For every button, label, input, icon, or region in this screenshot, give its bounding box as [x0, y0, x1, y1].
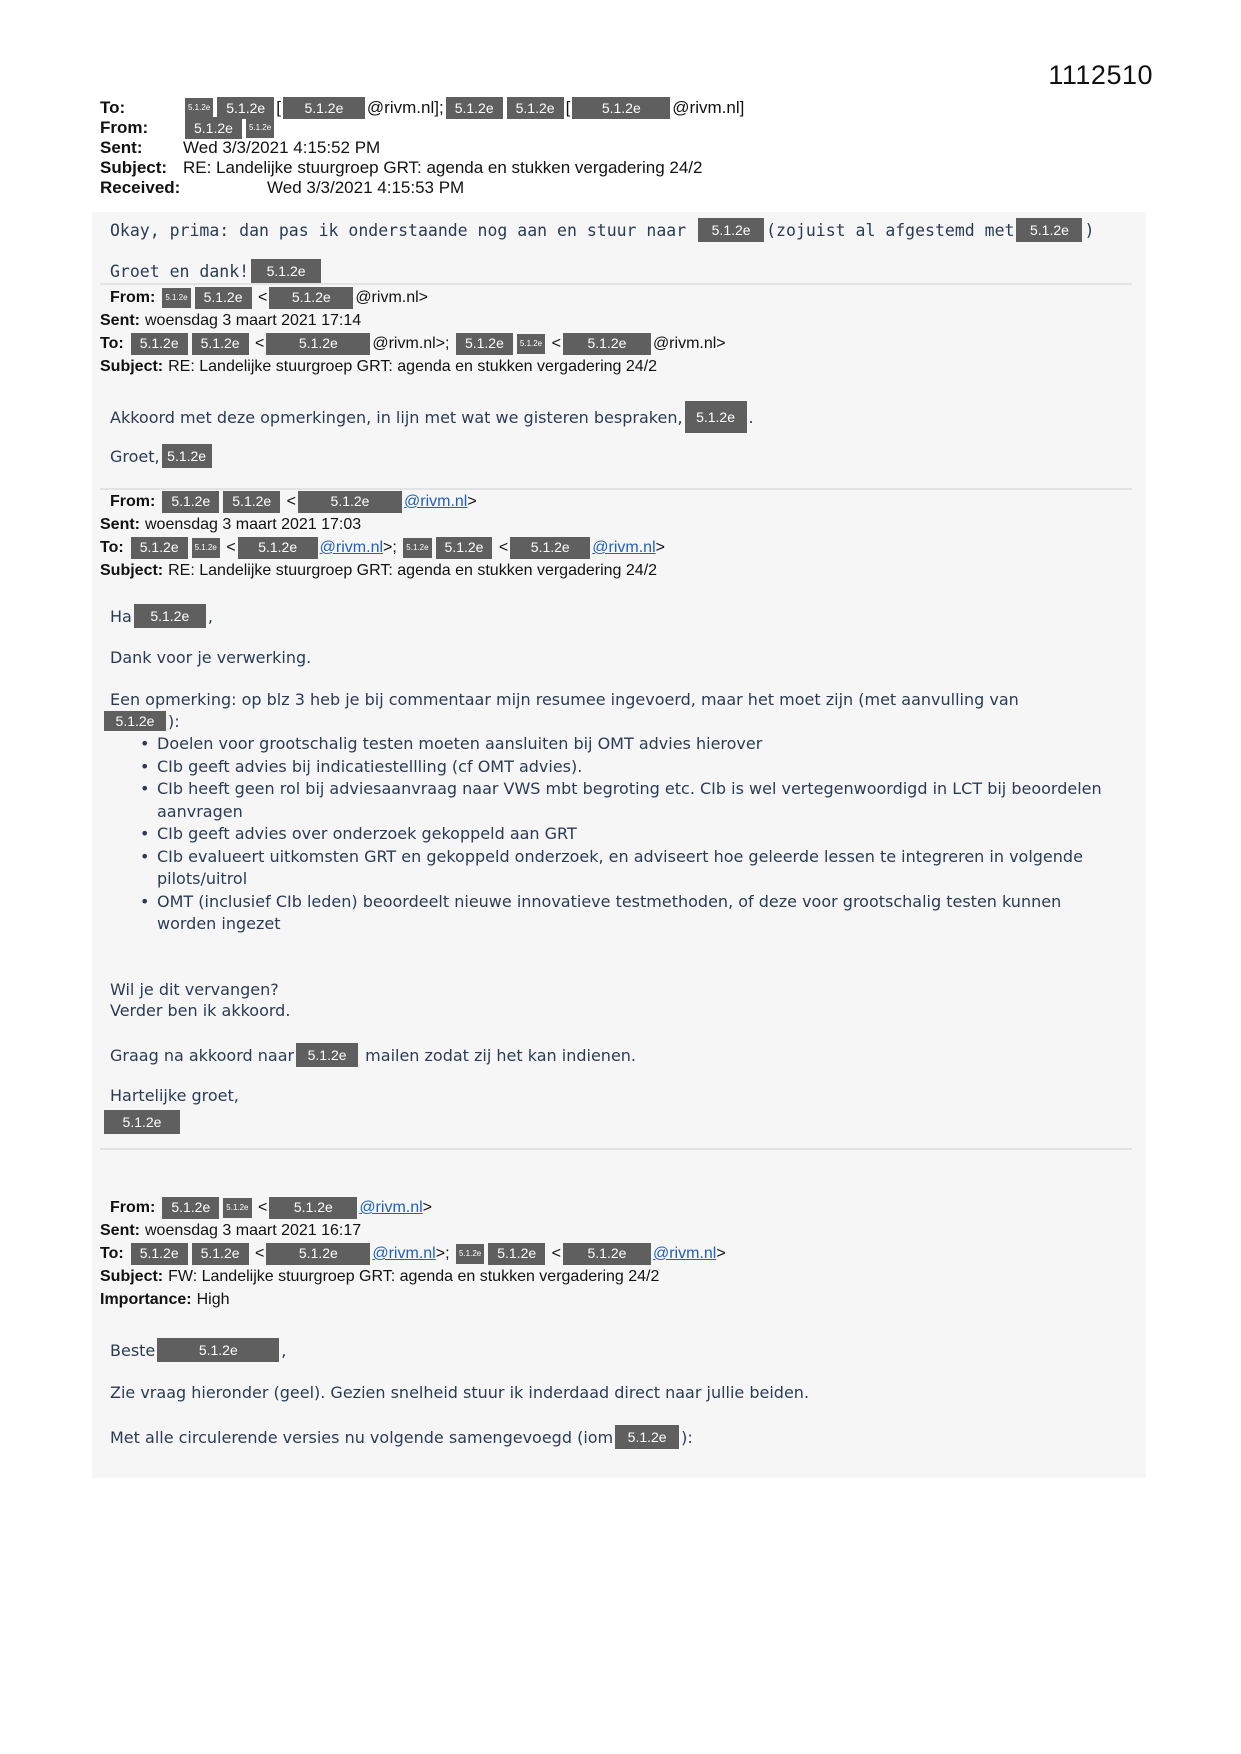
email-link[interactable]: @rivm.nl — [592, 539, 656, 556]
sent-value: woensdag 3 maart 2021 17:03 — [145, 516, 362, 533]
email-bracket: < — [257, 289, 268, 306]
bullet-item: • CIb geeft advies over onderzoek gekoppeld aan GRT — [140, 823, 1120, 846]
redaction: 5.1.2e — [251, 259, 321, 283]
redaction: 5.1.2e — [563, 333, 651, 355]
from-label: From: — [100, 118, 149, 137]
message-text: Beste — [110, 1340, 156, 1360]
from-label: From: — [110, 493, 156, 510]
email-suffix: @rivm.nl>; — [372, 335, 450, 352]
message-text: ): — [681, 1427, 693, 1447]
subject-label: Subject: — [100, 562, 164, 579]
separator — [100, 283, 1132, 285]
message-text: , — [281, 1340, 287, 1360]
redaction: 5.1.2e — [296, 1043, 358, 1067]
subject-value: FW: Landelijke stuurgroep GRT: agenda en stukken vergadering 24/2 — [168, 1268, 660, 1285]
to-email-suffix: @rivm.nl] — [672, 98, 745, 117]
bullet-item: • CIb heeft geen rol bij adviesaanvraag naar VWS mbt begroting etc. CIb is wel vertegenwoordigd in LCT bij beoordelen aanvragen — [140, 778, 1120, 823]
subject-row — [100, 559, 665, 582]
email-suffix: @rivm.nl> — [652, 335, 726, 352]
sent-label: Sent: — [100, 312, 140, 329]
message-text: Okay, prima: dan pas ik onderstaande nog aan en stuur naar — [110, 220, 687, 240]
redaction: 5.1.2e — [266, 1243, 370, 1265]
message-text: . — [748, 407, 754, 427]
redaction: 5.1.2e — [162, 288, 190, 308]
message-3-remark-end — [102, 711, 180, 731]
message-2-line-1 — [110, 401, 754, 433]
separator — [100, 1148, 1132, 1150]
message-3-greeting — [110, 604, 213, 628]
redaction: 5.1.2e — [134, 604, 206, 628]
email-link[interactable]: @rivm.nl — [319, 539, 384, 556]
from-row: From: 5.1.2e 5.1.2e < 5.1.2e @rivm.nl > — [100, 490, 665, 513]
message-text: Dank voor je verwerking. — [110, 648, 312, 667]
message-text: (zojuist al afgestemd met — [766, 220, 1015, 240]
redaction: 5.1.2e — [162, 491, 219, 513]
message-4-line-1 — [110, 1383, 809, 1402]
email-bracket: < — [286, 493, 296, 510]
redaction: 5.1.2e — [131, 537, 188, 559]
message-text: Akkoord met deze opmerkingen, in lijn met wat we gisteren bespraken, — [110, 407, 683, 427]
email-bracket: < — [498, 539, 509, 556]
from-row — [100, 286, 726, 309]
redaction: 5.1.2e — [266, 333, 370, 355]
redaction: 5.1.2e — [269, 287, 353, 309]
importance-label: Importance: — [100, 1291, 192, 1308]
to-row: To: 5.1.2e 5.1.2e < 5.1.2e @rivm.nl >; 5.1.2e 5.1.2e < 5.1.2e @rivm.nl > — [100, 1242, 726, 1265]
message-3-closing — [110, 1086, 239, 1105]
subject-label: Subject: — [100, 158, 168, 177]
message-text: Verder ben ik akkoord. — [110, 1001, 291, 1020]
redaction: 5.1.2e — [185, 117, 242, 139]
redaction: 5.1.2e — [456, 1244, 484, 1264]
importance-row — [100, 1288, 726, 1311]
redaction: 5.1.2e — [104, 1110, 180, 1134]
redaction: 5.1.2e — [131, 333, 188, 355]
message-text: Groet en dank! — [110, 261, 250, 281]
email-header-top — [100, 98, 744, 198]
message-2-line-2 — [110, 444, 214, 468]
from-label: From: — [110, 289, 156, 306]
message-text: Groet, — [110, 446, 160, 466]
email-link[interactable]: @rivm.nl — [359, 1199, 423, 1216]
message-text: ) — [1084, 220, 1095, 240]
redaction: 5.1.2e — [572, 97, 670, 119]
message-text: Zie vraag hieronder (geel). Gezien snelheid stuur ik inderdaad direct naar jullie beiden. — [110, 1383, 810, 1402]
document-id: 1112510 — [1048, 60, 1153, 90]
redaction: 5.1.2e — [283, 97, 365, 119]
redaction: 5.1.2e — [157, 1338, 279, 1362]
to-label: To: — [100, 335, 124, 352]
subject-label: Subject: — [100, 358, 164, 375]
from-row — [100, 118, 744, 138]
message-1-line-2 — [110, 259, 323, 283]
bullet-item: • CIb evalueert uitkomsten GRT en gekoppeld onderzoek, en adviseert hoe geleerde lessen te integreren in volgende pilots/uitrol — [140, 846, 1120, 891]
email-link[interactable]: @rivm.nl — [404, 493, 468, 510]
sent-label: Sent: — [100, 138, 143, 157]
redaction: 5.1.2e — [195, 287, 252, 309]
importance-value: High — [196, 1291, 230, 1308]
sent-value: woensdag 3 maart 2021 16:17 — [145, 1222, 362, 1239]
email-bracket: < — [226, 539, 236, 556]
redaction: 5.1.2e — [223, 1198, 251, 1218]
redaction: 5.1.2e — [223, 491, 280, 513]
email-header-2 — [100, 286, 726, 378]
redaction: 5.1.2e — [131, 1243, 188, 1265]
email-link[interactable]: @rivm.nl — [372, 1245, 436, 1262]
email-link[interactable]: @rivm.nl — [652, 1245, 717, 1262]
subject-value: RE: Landelijke stuurgroep GRT: agenda en stukken vergadering 24/2 — [168, 562, 658, 579]
message-3-question — [110, 980, 279, 999]
redaction: 5.1.2e — [238, 537, 318, 559]
bullet-item: • CIb geeft advies bij indicatiestellling (cf OMT advies). — [140, 756, 1120, 779]
message-4-greeting — [110, 1338, 286, 1362]
sent-value: woensdag 3 maart 2021 17:14 — [145, 312, 362, 329]
redaction: 5.1.2e — [192, 333, 249, 355]
email-bracket: < — [551, 1245, 561, 1262]
redaction: 5.1.2e — [510, 537, 590, 559]
redaction: 5.1.2e — [507, 97, 564, 119]
subject-value: RE: Landelijke stuurgroep GRT: agenda en stukken vergadering 24/2 — [168, 358, 658, 375]
message-text: , — [207, 606, 213, 626]
message-text: Een opmerking: op blz 3 heb je bij commentaar mijn resumee ingevoerd, maar het moet zijn (met aanvulling van — [110, 690, 1019, 709]
redaction: 5.1.2e — [162, 444, 212, 468]
message-3-agree — [110, 1001, 290, 1020]
redaction: 5.1.2e — [246, 118, 274, 138]
redaction: 5.1.2e — [446, 97, 503, 119]
redaction: 5.1.2e — [192, 1243, 249, 1265]
to-email-suffix: @rivm.nl]; — [366, 98, 444, 117]
redaction: 5.1.2e — [698, 218, 764, 242]
redaction: 5.1.2e — [162, 1197, 219, 1219]
message-text: Hartelijke groet, — [110, 1086, 239, 1105]
redaction: 5.1.2e — [563, 1243, 651, 1265]
sent-label: Sent: — [100, 516, 140, 533]
message-3-thanks — [110, 648, 311, 667]
subject-label: Subject: — [100, 1268, 164, 1285]
bullet-item: • OMT (inclusief CIb leden) beoordeelt nieuwe innovatieve testmethoden, of deze voor grootschalig testen kunnen worden ingezet — [140, 891, 1120, 936]
sent-value: Wed 3/3/2021 4:15:52 PM — [183, 138, 381, 157]
redaction: 5.1.2e — [1016, 218, 1082, 242]
sent-label: Sent: — [100, 1222, 140, 1239]
message-text: ): — [168, 711, 180, 731]
to-row — [100, 332, 726, 355]
to-label: To: — [100, 539, 124, 556]
sent-row — [100, 138, 744, 158]
received-value: Wed 3/3/2021 4:15:53 PM — [267, 178, 465, 197]
message-text: Wil je dit vervangen? — [110, 980, 279, 999]
message-3-remark — [110, 690, 1019, 709]
sent-row — [100, 309, 726, 332]
bullet-item: • Doelen voor grootschalig testen moeten aansluiten bij OMT advies hierover — [140, 733, 1120, 756]
message-text: Ha — [110, 606, 132, 626]
email-suffix: @rivm.nl> — [355, 289, 429, 306]
to-row: To: 5.1.2e 5.1.2e < 5.1.2e @rivm.nl >; 5.1.2e 5.1.2e < 5.1.2e @rivm.nl > — [100, 536, 665, 559]
redaction: 5.1.2e — [685, 401, 747, 433]
subject-row — [100, 158, 744, 178]
from-row: From: 5.1.2e 5.1.2e < 5.1.2e @rivm.nl > — [100, 1196, 726, 1219]
message-3-signature — [102, 1110, 182, 1134]
message-1-line-1 — [110, 218, 1094, 242]
redaction: 5.1.2e — [615, 1425, 679, 1449]
redaction: 5.1.2e — [456, 333, 513, 355]
redaction: 5.1.2e — [185, 98, 213, 118]
sent-row — [100, 1219, 726, 1242]
redaction: 5.1.2e — [104, 711, 166, 731]
redaction: 5.1.2e — [517, 334, 545, 354]
message-text: Graag na akkoord naar — [110, 1045, 295, 1065]
redaction: 5.1.2e — [488, 1243, 545, 1265]
subject-row — [100, 1265, 726, 1288]
email-bracket: < — [255, 335, 265, 352]
message-3-request — [110, 1043, 636, 1067]
sent-row — [100, 513, 665, 536]
redaction: 5.1.2e — [403, 538, 431, 558]
message-4-line-2 — [110, 1425, 693, 1449]
redaction: 5.1.2e — [217, 97, 274, 119]
to-label: To: — [100, 98, 126, 117]
subject-value: RE: Landelijke stuurgroep GRT: agenda en stukken vergadering 24/2 — [183, 158, 703, 177]
from-label: From: — [110, 1199, 156, 1216]
email-bracket: < — [255, 1245, 265, 1262]
message-text: mailen zodat zij het kan indienen. — [365, 1045, 637, 1065]
email-header-3 — [100, 490, 665, 582]
to-label: To: — [100, 1245, 124, 1262]
received-label: Received: — [100, 178, 181, 197]
to-row: To: 5.1.2e 5.1.2e [ 5.1.2e @rivm.nl]; 5.1.2e 5.1.2e [ 5.1.2e @rivm.nl] — [100, 98, 745, 117]
message-text: Met alle circulerende versies nu volgende samengevoegd (iom — [110, 1427, 614, 1447]
email-bracket: < — [257, 1199, 268, 1216]
redaction: 5.1.2e — [192, 538, 220, 558]
redaction: 5.1.2e — [269, 1197, 357, 1219]
redaction: 5.1.2e — [436, 537, 493, 559]
email-header-4 — [100, 1196, 726, 1311]
subject-row — [100, 355, 726, 378]
received-row — [100, 178, 744, 198]
redaction: 5.1.2e — [298, 491, 402, 513]
bullet-list — [140, 733, 1120, 936]
email-bracket: < — [551, 335, 561, 352]
